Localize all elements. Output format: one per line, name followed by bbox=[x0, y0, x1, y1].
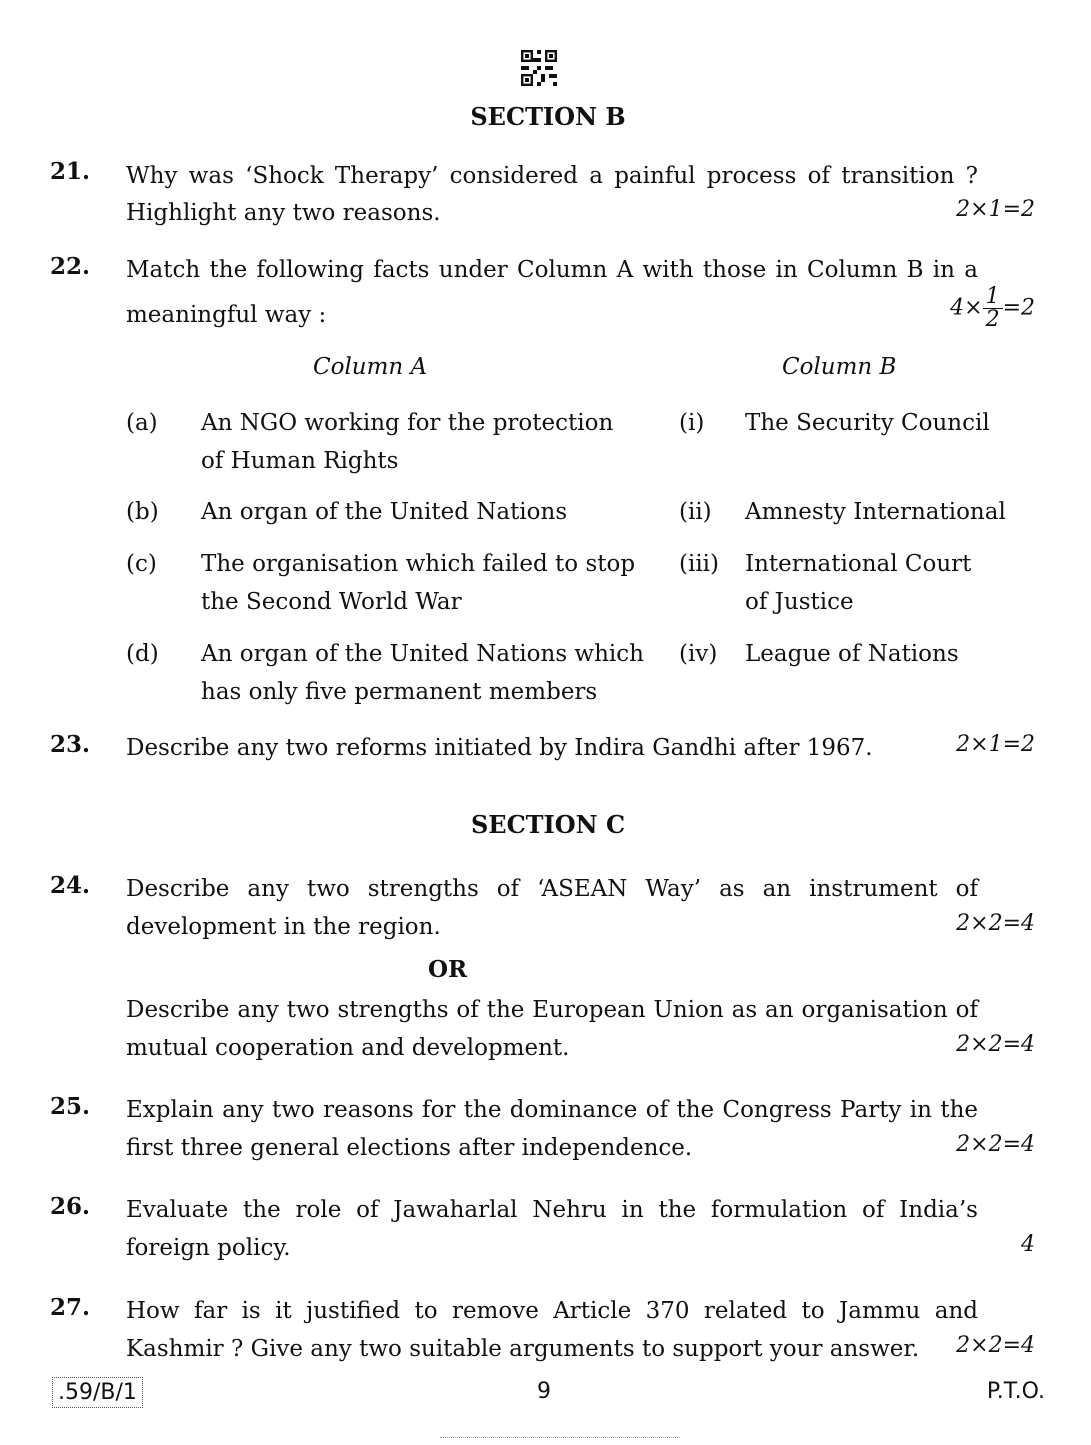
question-24-alt-marks: 2×2=4 bbox=[956, 1032, 1035, 1057]
match-row-a-text-2: of Human Rights bbox=[201, 448, 399, 474]
question-26-marks: 4 bbox=[1021, 1232, 1035, 1257]
match-row-d-label: (d) bbox=[126, 641, 159, 667]
micro-text-line bbox=[440, 1437, 680, 1440]
fraction bbox=[983, 286, 1003, 331]
qr-code-icon bbox=[521, 50, 557, 86]
match-row-c-text-1: The organisation which failed to stop bbox=[201, 551, 636, 577]
match-row-iv-text: League of Nations bbox=[745, 641, 959, 667]
question-24-number: 24. bbox=[50, 872, 91, 899]
question-23-line1: Describe any two reforms initiated by Indira Gandhi after 1967. bbox=[126, 735, 873, 761]
question-24-marks: 2×2=4 bbox=[956, 911, 1035, 936]
match-row-i-label: (i) bbox=[679, 410, 705, 436]
match-row-ii-label: (ii) bbox=[679, 499, 712, 525]
match-row-c-label: (c) bbox=[126, 551, 157, 577]
match-row-i-text: The Security Council bbox=[745, 410, 990, 436]
marks-prefix: 4× bbox=[950, 295, 983, 321]
pto-label: P.T.O. bbox=[986, 1379, 1045, 1404]
match-row-iii-text-2: of Justice bbox=[745, 589, 854, 615]
or-separator: OR bbox=[428, 956, 468, 983]
question-24-alt-line2: mutual cooperation and development. bbox=[126, 1035, 570, 1061]
question-24-alt-line1: Describe any two strengths of the European Union as an organisation of bbox=[126, 997, 978, 1023]
marks-suffix: =2 bbox=[1002, 295, 1035, 321]
question-26-line1: Evaluate the role of Jawaharlal Nehru in the formulation of India’s bbox=[126, 1197, 978, 1223]
paper-code: .59/B/1 bbox=[52, 1377, 143, 1408]
match-row-b-text-1: An organ of the United Nations bbox=[201, 499, 568, 525]
question-22-line1: Match the following facts under Column A with those in Column B in a bbox=[126, 257, 978, 283]
question-22-line2: meaningful way : bbox=[126, 302, 327, 328]
match-row-iv-label: (iv) bbox=[679, 641, 718, 667]
question-21-line2: Highlight any two reasons. bbox=[126, 200, 441, 226]
match-row-d-text-1: An organ of the United Nations which bbox=[201, 641, 644, 667]
fraction-denominator: 2 bbox=[985, 307, 1000, 332]
fraction-numerator: 1 bbox=[983, 286, 1003, 309]
question-22-marks bbox=[950, 286, 1035, 331]
question-23-marks: 2×1=2 bbox=[956, 732, 1035, 757]
question-27-marks: 2×2=4 bbox=[956, 1333, 1035, 1358]
section-b-title: SECTION B bbox=[470, 102, 626, 131]
question-25-line1: Explain any two reasons for the dominance of the Congress Party in the bbox=[126, 1097, 978, 1123]
page-number: 9 bbox=[537, 1379, 551, 1404]
question-27-number: 27. bbox=[50, 1294, 91, 1321]
question-23-number: 23. bbox=[50, 731, 91, 758]
question-21-number: 21. bbox=[50, 158, 91, 185]
question-25-marks: 2×2=4 bbox=[956, 1132, 1035, 1157]
match-row-iii-label: (iii) bbox=[679, 551, 720, 577]
match-row-iii-text-1: International Court bbox=[745, 551, 972, 577]
column-b-heading: Column B bbox=[782, 354, 897, 380]
match-row-a-label: (a) bbox=[126, 410, 158, 436]
match-row-ii-text: Amnesty International bbox=[745, 499, 1006, 525]
question-27-line2: Kashmir ? Give any two suitable arguments to support your answer. bbox=[126, 1336, 920, 1362]
question-24-line1: Describe any two strengths of ‘ASEAN Way’ as an instrument of bbox=[126, 876, 978, 902]
question-21-line1: Why was ‘Shock Therapy’ considered a painful process of transition ? bbox=[126, 163, 978, 189]
match-row-c-text-2: the Second World War bbox=[201, 589, 462, 615]
question-24-line2: development in the region. bbox=[126, 914, 441, 940]
question-26-number: 26. bbox=[50, 1193, 91, 1220]
question-25-line2: first three general elections after independence. bbox=[126, 1135, 693, 1161]
section-c-title: SECTION C bbox=[470, 810, 626, 839]
match-row-d-text-2: has only five permanent members bbox=[201, 679, 598, 705]
question-27-line1: How far is it justified to remove Article 370 related to Jammu and bbox=[126, 1298, 978, 1324]
question-21-marks: 2×1=2 bbox=[956, 197, 1035, 222]
question-26-line2: foreign policy. bbox=[126, 1235, 291, 1261]
column-a-heading: Column A bbox=[313, 354, 428, 380]
question-22-number: 22. bbox=[50, 253, 91, 280]
question-25-number: 25. bbox=[50, 1093, 91, 1120]
match-row-b-label: (b) bbox=[126, 499, 159, 525]
match-row-a-text-1: An NGO working for the protection bbox=[201, 410, 614, 436]
